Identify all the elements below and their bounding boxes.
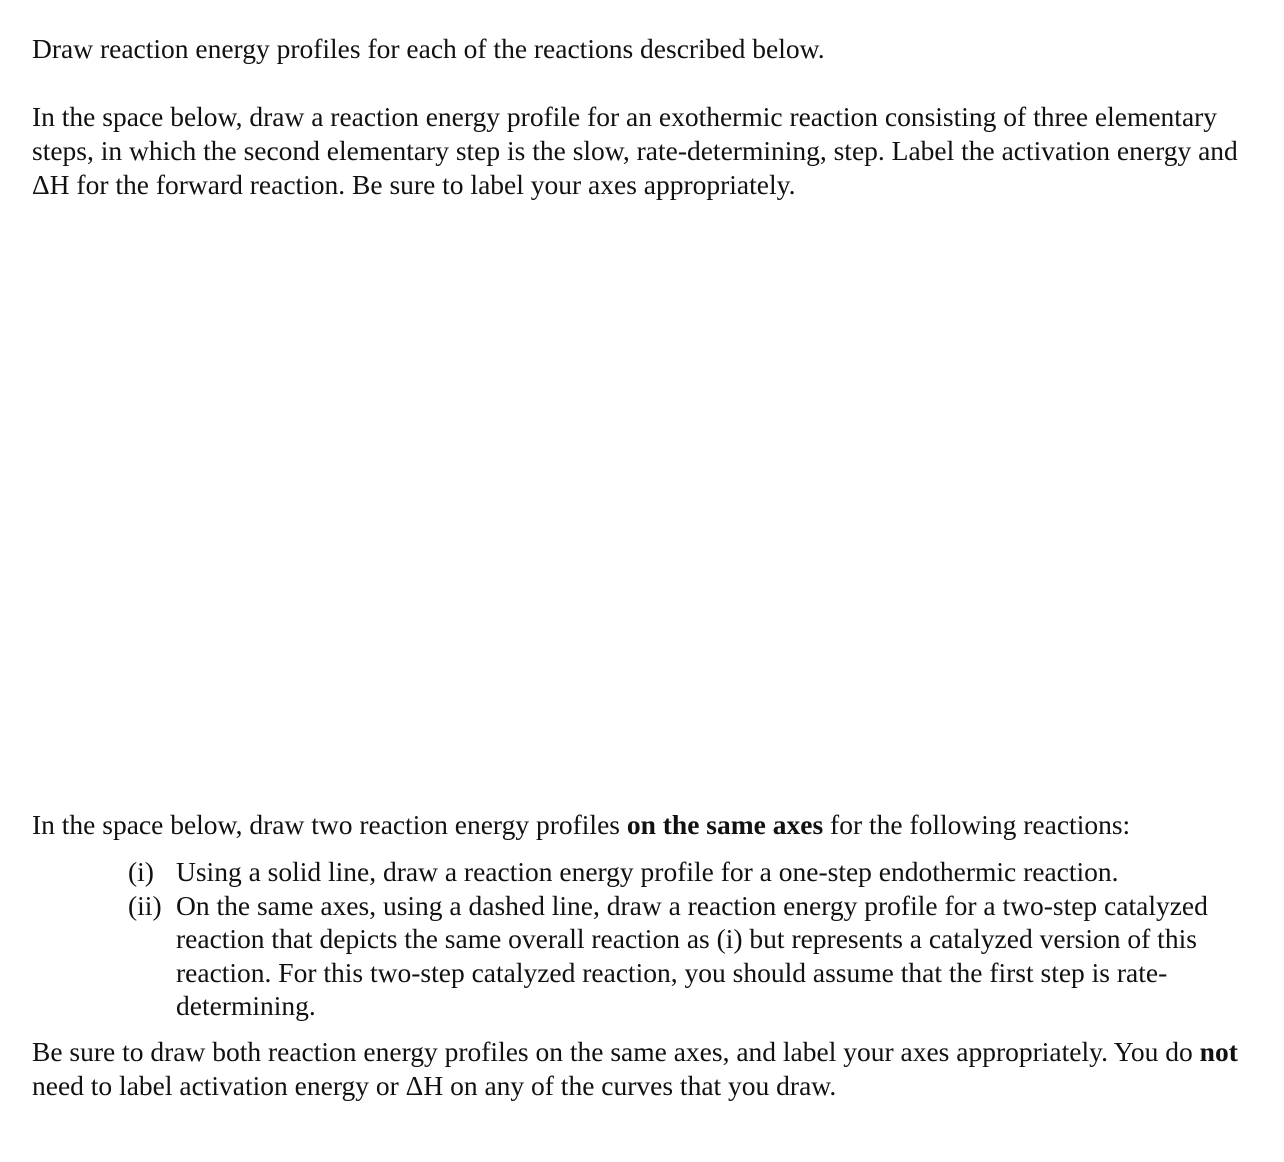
closing-emphasis: not bbox=[1199, 1036, 1238, 1067]
question-2-emphasis: on the same axes bbox=[626, 809, 824, 840]
instructions-heading: Draw reaction energy profiles for each of the reactions described below. bbox=[32, 33, 825, 64]
question-2-lead-text: In the space below, draw two reaction energy profiles bbox=[32, 809, 627, 840]
list-item-marker: (ii) bbox=[128, 889, 162, 921]
closing-text: Be sure to draw both reaction energy profiles on the same axes, and label your axes appropriately. You do bbox=[32, 1036, 1200, 1067]
question-2-prompt bbox=[32, 808, 1257, 842]
question-1-prompt: In the space below, draw a reaction energy profile for an exothermic reaction consisting of three elementary steps, in which the second elementary step is the slow, rate-determining, step. Label the activation energy and ΔH for the forward reaction. Be sure to label your axes appropriately. bbox=[32, 101, 1238, 200]
question-2-lead-tail: for the following reactions: bbox=[823, 809, 1131, 840]
closing-text-tail: need to label activation energy or ΔH on any of the curves that you draw. bbox=[32, 1070, 837, 1101]
question-2-item-list bbox=[128, 855, 1258, 1023]
list-item-text: Using a solid line, draw a reaction energy profile for a one-step endothermic reaction. bbox=[176, 856, 1119, 887]
list-item-text: On the same axes, using a dashed line, draw a reaction energy profile for a two-step catalyzed reaction that depicts the same overall reaction as (i) but represents a catalyzed version of this reaction. For this two-step catalyzed reaction, you should assume that the first step is rate-determining. bbox=[176, 889, 1208, 1021]
list-item bbox=[128, 889, 1258, 1023]
question-2-closing-instructions bbox=[32, 1035, 1262, 1103]
list-item bbox=[128, 855, 1258, 889]
list-item-marker: (i) bbox=[128, 856, 154, 887]
